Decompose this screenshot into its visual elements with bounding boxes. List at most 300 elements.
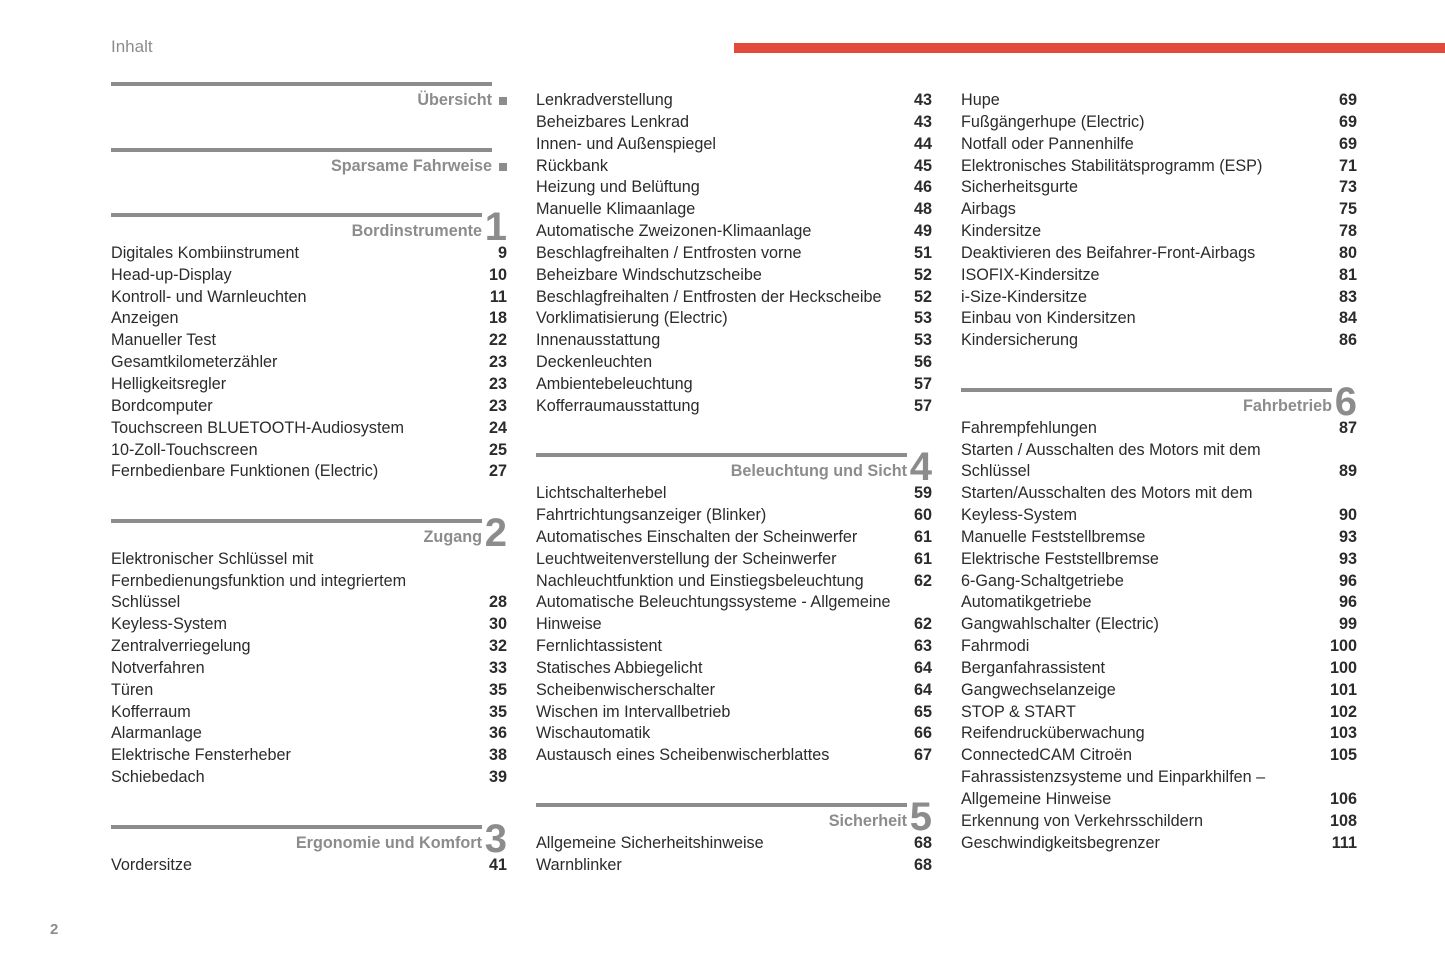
blank-line <box>111 112 507 134</box>
entry-title: STOP & START <box>961 702 1076 721</box>
toc-entry[interactable] <box>961 156 1357 178</box>
section-header <box>111 156 507 178</box>
toc-entry[interactable] <box>961 745 1357 767</box>
blank-line <box>111 811 507 833</box>
entry-title: Beschlagfreihalten / Entfrosten der Heckscheibe <box>536 287 882 306</box>
entry-page: 93 <box>1338 549 1357 568</box>
toc-entry[interactable] <box>961 614 1357 636</box>
entry-title: Fußgängerhupe (Electric) <box>961 112 1145 131</box>
toc-entry[interactable] <box>536 592 932 614</box>
entry-page: 67 <box>913 746 932 765</box>
entry-title: Einbau von Kindersitzen <box>961 309 1136 328</box>
toc-entry[interactable] <box>111 265 507 287</box>
entry-title: Kontroll- und Warnleuchten <box>111 287 307 306</box>
entry-title: Deaktivieren des Beifahrer-Front-Airbags <box>961 243 1256 262</box>
entry-title: Deckenleuchten <box>536 353 653 372</box>
entry-title: Schlüssel <box>961 462 1031 481</box>
section-title: Bordinstrumente <box>351 222 482 241</box>
entry-title: Elektronisches Stabilitätsprogramm (ESP) <box>961 156 1263 175</box>
entry-title: Geschwindigkeitsbegrenzer <box>961 833 1160 852</box>
toc-entry[interactable] <box>961 90 1357 112</box>
entry-title: Gangwechselanzeige <box>961 680 1116 699</box>
toc-entry[interactable] <box>536 855 932 877</box>
entry-title: Erkennung von Verkehrsschildern <box>961 811 1204 830</box>
entry-page: 53 <box>913 331 932 350</box>
section-header <box>536 445 932 490</box>
toc-entry[interactable] <box>961 636 1357 658</box>
toc-entry[interactable] <box>961 549 1357 571</box>
toc-entry[interactable] <box>111 571 507 593</box>
blank-line <box>536 789 932 811</box>
entry-title: Starten / Ausschalten des Motors mit dem <box>961 440 1261 459</box>
entry-page: 27 <box>488 462 507 481</box>
entry-title: Automatisches Einschalten der Scheinwerfer <box>536 527 858 546</box>
entry-page: 53 <box>913 309 932 328</box>
entry-title: Fahrassistenzsysteme und Einparkhilfen – <box>961 768 1266 787</box>
entry-title: Automatikgetriebe <box>961 593 1092 612</box>
entry-page: 59 <box>913 484 932 503</box>
toc-entry[interactable] <box>536 352 932 374</box>
toc-entry[interactable] <box>111 723 507 745</box>
entry-page: 83 <box>1338 287 1357 306</box>
square-marker-icon <box>499 163 507 171</box>
entry-title: Elektronischer Schlüssel mit <box>111 549 314 568</box>
entry-page: 86 <box>1338 331 1357 350</box>
toc-entry[interactable] <box>536 680 932 702</box>
blank-line <box>536 767 932 789</box>
toc-entry[interactable] <box>961 789 1357 811</box>
chapter-number: 3 <box>484 816 507 861</box>
chapter-number: 4 <box>909 445 932 490</box>
entry-page: 111 <box>1331 833 1357 852</box>
entry-title: Innenausstattung <box>536 331 661 350</box>
entry-page: 78 <box>1338 222 1357 241</box>
toc-entry[interactable] <box>111 855 507 877</box>
entry-title: Scheibenwischerschalter <box>536 680 716 699</box>
blank-line <box>111 134 507 156</box>
toc-entry[interactable] <box>536 723 932 745</box>
entry-title: Vorklimatisierung (Electric) <box>536 309 728 328</box>
chapter-number: 6 <box>1334 379 1357 424</box>
entry-page: 46 <box>913 178 932 197</box>
entry-page: 56 <box>913 353 932 372</box>
toc-entry[interactable] <box>961 308 1357 330</box>
entry-title: Fahrmodi <box>961 637 1030 656</box>
toc-entry[interactable] <box>961 199 1357 221</box>
entry-page: 61 <box>913 549 932 568</box>
chapter-number: 1 <box>484 205 507 250</box>
entry-title: Beschlagfreihalten / Entfrosten vorne <box>536 243 802 262</box>
entry-page: 66 <box>913 724 932 743</box>
toc-column-1 <box>111 90 507 876</box>
entry-page: 69 <box>1338 91 1357 109</box>
toc-entry[interactable] <box>111 330 507 352</box>
entry-title: Automatische Beleuchtungssysteme - Allgemeine <box>536 593 891 612</box>
entry-page: 45 <box>913 156 932 175</box>
section-divider <box>111 82 492 86</box>
entry-page: 99 <box>1338 615 1357 634</box>
entry-page: 65 <box>913 702 932 721</box>
entry-page: 81 <box>1338 265 1357 284</box>
toc-entry[interactable] <box>536 90 932 112</box>
entry-title: Türen <box>111 680 154 699</box>
toc-entry[interactable] <box>536 527 932 549</box>
entry-page: 36 <box>488 724 507 743</box>
entry-page: 35 <box>488 680 507 699</box>
toc-entry[interactable] <box>961 265 1357 287</box>
section-title: Sicherheit <box>828 811 907 830</box>
entry-title: Starten/Ausschalten des Motors mit dem <box>961 484 1253 503</box>
blank-line <box>111 483 507 505</box>
toc-entry[interactable] <box>536 833 932 855</box>
entry-page: 30 <box>488 615 507 634</box>
entry-title: Reifendrucküberwachung <box>961 724 1145 743</box>
entry-title: Manuelle Klimaanlage <box>536 200 696 219</box>
entry-page: 23 <box>488 374 507 393</box>
entry-page: 100 <box>1329 658 1357 677</box>
entry-title: Beheizbares Lenkrad <box>536 112 689 131</box>
entry-page: 105 <box>1329 746 1357 765</box>
entry-page: 60 <box>913 506 932 525</box>
entry-page: 35 <box>488 702 507 721</box>
toc-entry[interactable] <box>961 221 1357 243</box>
toc-entry[interactable] <box>961 330 1357 352</box>
entry-title: Notverfahren <box>111 658 205 677</box>
entry-title: Statisches Abbiegelicht <box>536 658 703 677</box>
toc-entry[interactable] <box>536 112 932 134</box>
toc-entry[interactable] <box>536 745 932 767</box>
toc-entry[interactable] <box>961 658 1357 680</box>
entry-title: Fernbedienungsfunktion und integriertem <box>111 571 407 590</box>
toc-entry[interactable] <box>536 702 932 724</box>
toc-entry[interactable] <box>961 440 1357 462</box>
square-marker-icon <box>499 97 507 105</box>
toc-entry[interactable] <box>111 658 507 680</box>
section-divider <box>536 803 907 807</box>
entry-page: 87 <box>1338 418 1357 437</box>
entry-title: Beheizbare Windschutzscheibe <box>536 265 762 284</box>
blank-line <box>961 352 1357 374</box>
toc-entry[interactable] <box>111 702 507 724</box>
entry-page: 64 <box>913 658 932 677</box>
section-divider <box>111 148 492 152</box>
blank-line <box>961 374 1357 396</box>
entry-page: 101 <box>1329 680 1357 699</box>
entry-title: Kindersitze <box>961 222 1042 241</box>
entry-page: 96 <box>1338 593 1357 612</box>
toc-entry[interactable] <box>111 396 507 418</box>
toc-entry[interactable] <box>111 440 507 462</box>
toc-entry[interactable] <box>961 680 1357 702</box>
entry-page: 106 <box>1329 790 1357 808</box>
toc-entry[interactable] <box>536 199 932 221</box>
entry-page: 103 <box>1329 724 1357 743</box>
entry-title: Wischautomatik <box>536 724 651 743</box>
entry-page: 90 <box>1338 506 1357 525</box>
entry-title: ISOFIX-Kindersitze <box>961 265 1100 284</box>
toc-entry[interactable] <box>961 702 1357 724</box>
entry-title: Austausch eines Scheibenwischerblattes <box>536 746 830 765</box>
entry-page: 49 <box>913 222 932 241</box>
entry-page: 100 <box>1329 637 1357 656</box>
entry-title: Gangwahlschalter (Electric) <box>961 615 1159 634</box>
entry-page: 48 <box>913 200 932 219</box>
entry-title: Helligkeitsregler <box>111 374 227 393</box>
entry-page: 11 <box>489 287 507 306</box>
entry-page: 57 <box>913 374 932 393</box>
entry-page: 84 <box>1338 309 1357 328</box>
toc-entry[interactable] <box>536 265 932 287</box>
entry-title: Warnblinker <box>536 855 622 874</box>
toc-entry[interactable] <box>536 177 932 199</box>
entry-title: Schiebedach <box>111 768 205 787</box>
entry-title: 10-Zoll-Touchscreen <box>111 440 258 459</box>
toc-entry[interactable] <box>536 221 932 243</box>
toc-column-2 <box>536 90 932 876</box>
section-title: Fahrbetrieb <box>1242 396 1332 415</box>
entry-page: 10 <box>488 265 507 284</box>
toc-entry[interactable] <box>536 374 932 396</box>
toc-entry[interactable] <box>961 833 1357 855</box>
entry-page: 96 <box>1338 571 1357 590</box>
entry-page: 93 <box>1338 527 1357 546</box>
page-title: Inhalt <box>111 37 153 56</box>
toc-entry[interactable] <box>961 134 1357 156</box>
entry-page: 62 <box>913 615 932 634</box>
entry-page: 68 <box>913 833 932 852</box>
section-header <box>111 205 507 250</box>
entry-title: ConnectedCAM Citroën <box>961 746 1132 765</box>
entry-page: 28 <box>488 593 507 612</box>
entry-title: Wischen im Intervallbetrieb <box>536 702 731 721</box>
entry-title: Manueller Test <box>111 331 216 350</box>
entry-page: 23 <box>488 396 507 415</box>
entry-page: 33 <box>488 658 507 677</box>
entry-title: Keyless-System <box>111 615 228 634</box>
toc-entry[interactable] <box>111 352 507 374</box>
toc-entry[interactable] <box>961 811 1357 833</box>
entry-page: 25 <box>488 440 507 459</box>
section-header <box>961 379 1357 424</box>
entry-title: Allgemeine Hinweise <box>961 790 1112 808</box>
toc-entry[interactable] <box>961 723 1357 745</box>
toc-entry[interactable] <box>111 549 507 571</box>
toc-entry[interactable] <box>111 680 507 702</box>
toc-entry[interactable] <box>536 636 932 658</box>
toc-entry[interactable] <box>536 287 932 309</box>
section-title: Ergonomie und Komfort <box>295 833 482 852</box>
entry-title: Anzeigen <box>111 309 179 328</box>
entry-title: Fahrtrichtungsanzeiger (Blinker) <box>536 506 767 525</box>
entry-title: Ambientebeleuchtung <box>536 374 693 393</box>
chapter-number: 5 <box>909 794 932 839</box>
toc-entry[interactable] <box>961 287 1357 309</box>
toc-entry[interactable] <box>961 527 1357 549</box>
blank-line <box>111 505 507 527</box>
entry-page: 32 <box>488 637 507 656</box>
section-title: Zugang <box>423 527 482 546</box>
entry-title: Alarmanlage <box>111 724 202 743</box>
blank-line <box>536 440 932 462</box>
entry-page: 61 <box>913 527 932 546</box>
entry-page: 41 <box>488 855 507 874</box>
entry-page: 73 <box>1338 178 1357 197</box>
toc-entry[interactable] <box>536 614 932 636</box>
toc-entry[interactable] <box>961 112 1357 134</box>
entry-title: Gesamtkilometerzähler <box>111 353 278 372</box>
blank-line <box>111 177 507 199</box>
toc-entry[interactable] <box>961 592 1357 614</box>
toc-column-3 <box>961 90 1357 855</box>
section-title: Sparsame Fahrweise <box>330 156 492 175</box>
entry-title: Zentralverriegelung <box>111 637 251 656</box>
section-divider <box>111 519 482 523</box>
toc-entry[interactable] <box>536 658 932 680</box>
toc-entry[interactable] <box>536 483 932 505</box>
entry-title: Manuelle Feststellbremse <box>961 527 1146 546</box>
entry-page: 71 <box>1338 156 1357 175</box>
entry-page: 80 <box>1338 243 1357 262</box>
entry-title: Schlüssel <box>111 593 181 612</box>
toc-entry[interactable] <box>536 156 932 178</box>
entry-title: Vordersitze <box>111 855 192 874</box>
entry-title: Fernlichtassistent <box>536 637 662 656</box>
entry-page: 69 <box>1338 134 1357 153</box>
entry-page: 57 <box>913 396 932 415</box>
entry-page: 18 <box>488 309 507 328</box>
entry-title: Hinweise <box>536 615 602 634</box>
entry-title: Elektrische Fensterheber <box>111 746 291 765</box>
toc-entry[interactable] <box>536 134 932 156</box>
entry-title: Rückbank <box>536 156 608 175</box>
entry-page: 102 <box>1329 702 1357 721</box>
entry-title: Kofferraum <box>111 702 191 721</box>
entry-title: 6-Gang-Schaltgetriebe <box>961 571 1124 590</box>
entry-title: Leuchtweitenverstellung der Scheinwerfer <box>536 549 837 568</box>
section-divider <box>536 453 907 457</box>
toc-entry[interactable] <box>961 483 1357 505</box>
toc-entry[interactable] <box>961 767 1357 789</box>
toc-entry[interactable] <box>536 396 932 418</box>
entry-page: 44 <box>913 134 932 153</box>
section-divider <box>961 388 1332 392</box>
blank-line <box>536 418 932 440</box>
entry-page: 63 <box>913 637 932 656</box>
toc-entry[interactable] <box>961 243 1357 265</box>
entry-page: 62 <box>913 571 932 590</box>
entry-title: Airbags <box>961 200 1016 219</box>
entry-title: Head-up-Display <box>111 265 232 284</box>
entry-page: 43 <box>913 112 932 131</box>
toc-entry[interactable] <box>111 592 507 614</box>
accent-bar <box>734 43 1445 53</box>
entry-page: 23 <box>488 353 507 372</box>
toc-entry[interactable] <box>536 571 932 593</box>
entry-page: 69 <box>1338 112 1357 131</box>
entry-title: Lichtschalterhebel <box>536 484 667 503</box>
section-title: Beleuchtung und Sicht <box>730 462 907 481</box>
toc-entry[interactable] <box>111 308 507 330</box>
entry-page: 43 <box>913 91 932 109</box>
section-header <box>536 794 932 839</box>
entry-title: Elektrische Feststellbremse <box>961 549 1159 568</box>
toc-entry[interactable] <box>111 418 507 440</box>
toc-entry[interactable] <box>536 243 932 265</box>
entry-title: Lenkradverstellung <box>536 91 673 109</box>
entry-page: 64 <box>913 680 932 699</box>
toc-entry[interactable] <box>536 308 932 330</box>
entry-title: Keyless-System <box>961 506 1078 525</box>
entry-title: Fahrempfehlungen <box>961 418 1097 437</box>
entry-page: 108 <box>1329 811 1357 830</box>
toc-entry[interactable] <box>111 374 507 396</box>
toc-entry[interactable] <box>111 243 507 265</box>
entry-title: Berganfahrassistent <box>961 658 1105 677</box>
entry-page: 68 <box>913 855 932 874</box>
entry-page: 51 <box>913 243 932 262</box>
section-title: Übersicht <box>417 91 492 109</box>
toc-entry[interactable] <box>961 461 1357 483</box>
entry-page: 9 <box>497 243 507 262</box>
chapter-number: 2 <box>484 510 507 555</box>
entry-page: 52 <box>913 287 932 306</box>
blank-line <box>111 789 507 811</box>
section-divider <box>111 213 482 217</box>
toc-entry[interactable] <box>961 418 1357 440</box>
entry-title: Kofferraumausstattung <box>536 396 700 415</box>
toc-entry[interactable] <box>536 549 932 571</box>
entry-title: Allgemeine Sicherheitshinweise <box>536 833 764 852</box>
entry-title: Innen- und Außenspiegel <box>536 134 716 153</box>
entry-title: Fernbedienbare Funktionen (Electric) <box>111 462 379 481</box>
entry-page: 89 <box>1338 462 1357 481</box>
toc-entry[interactable] <box>536 505 932 527</box>
entry-title: Hupe <box>961 91 1000 109</box>
toc-entry[interactable] <box>111 767 507 789</box>
entry-title: Digitales Kombiinstrument <box>111 243 300 262</box>
toc-entry[interactable] <box>111 287 507 309</box>
entry-title: i-Size-Kindersitze <box>961 287 1087 306</box>
entry-title: Sicherheitsgurte <box>961 178 1078 197</box>
toc-entry[interactable] <box>111 461 507 483</box>
toc-entry[interactable] <box>111 614 507 636</box>
entry-page: 75 <box>1338 200 1357 219</box>
entry-title: Automatische Zweizonen-Klimaanlage <box>536 222 812 241</box>
entry-title: Kindersicherung <box>961 331 1078 350</box>
entry-page: 38 <box>488 746 507 765</box>
entry-title: Nachleuchtfunktion und Einstiegsbeleuchtung <box>536 571 864 590</box>
toc-entry[interactable] <box>961 571 1357 593</box>
entry-page: 24 <box>488 418 507 437</box>
section-header <box>111 90 507 112</box>
toc-entry[interactable] <box>536 330 932 352</box>
blank-line <box>111 199 507 221</box>
section-header <box>111 816 507 861</box>
toc-entry[interactable] <box>961 505 1357 527</box>
entry-page: 39 <box>488 768 507 787</box>
section-header <box>111 510 507 555</box>
entry-title: Heizung und Belüftung <box>536 178 700 197</box>
entry-title: Touchscreen BLUETOOTH-Audiosystem <box>111 418 404 437</box>
entry-title: Notfall oder Pannenhilfe <box>961 134 1134 153</box>
entry-title: Bordcomputer <box>111 396 213 415</box>
section-divider <box>111 825 482 829</box>
toc-entry[interactable] <box>111 745 507 767</box>
toc-entry[interactable] <box>961 177 1357 199</box>
entry-page: 52 <box>913 265 932 284</box>
page-number: 2 <box>50 921 59 938</box>
toc-entry[interactable] <box>111 636 507 658</box>
